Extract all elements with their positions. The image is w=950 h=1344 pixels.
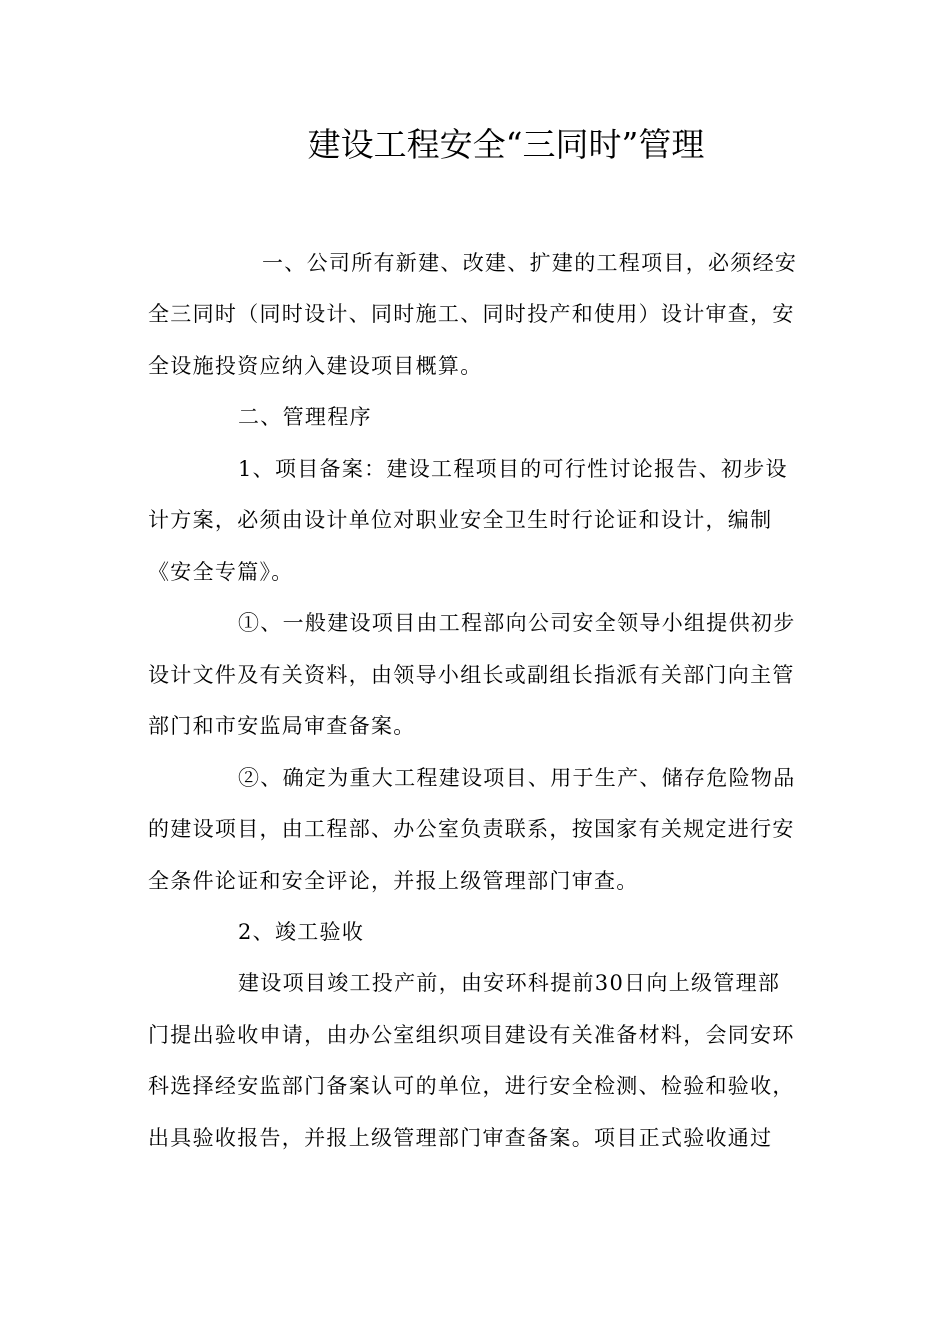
section-heading-acceptance: 2、竣工验收 — [238, 920, 365, 944]
paragraph-5-line-1: 建设项目竣工投产前，由安环科提前30日向上级管理部 — [238, 971, 781, 995]
paragraph-1-line-3: 全设施投资应纳入建设项目概算。 — [148, 354, 483, 378]
paragraph-3-line-1: ①、一般建设项目由工程部向公司安全领导小组提供初步 — [238, 611, 796, 635]
paragraph-5-line-2: 门提出验收申请，由办公室组织项目建设有关准备材料，会同安环 — [148, 1023, 795, 1047]
paragraph-1-line-2: 全三同时（同时设计、同时施工、同时投产和使用）设计审查，安 — [148, 302, 795, 326]
paragraph-4-line-2: 的建设项目，由工程部、办公室负责联系，按国家有关规定进行安 — [148, 817, 795, 841]
paragraph-4-line-1: ②、确定为重大工程建设项目、用于生产、储存危险物品 — [238, 766, 796, 790]
paragraph-5-line-4: 出具验收报告，并报上级管理部门审查备案。项目正式验收通过 — [148, 1126, 773, 1150]
paragraph-3-line-3: 部门和市安监局审查备案。 — [148, 714, 416, 738]
paragraph-1-line-1: 一、公司所有新建、改建、扩建的工程项目，必须经安 — [262, 251, 798, 275]
paragraph-2-line-3: 《安全专篇》。 — [148, 560, 294, 584]
paragraph-3-line-2: 设计文件及有关资料，由领导小组长或副组长指派有关部门向主管 — [148, 663, 795, 687]
paragraph-2-line-1: 1、项目备案：建设工程项目的可行性讨论报告、初步设 — [238, 457, 788, 481]
paragraph-2-line-2: 计方案，必须由设计单位对职业安全卫生时行论证和设计，编制 — [148, 508, 773, 532]
paragraph-4-line-3: 全条件论证和安全评论，并报上级管理部门审查。 — [148, 869, 639, 893]
document-title: 建设工程安全“三同时”管理 — [307, 125, 705, 164]
section-heading-procedure: 二、管理程序 — [238, 405, 372, 429]
paragraph-5-line-3: 科选择经安监部门备案认可的单位，进行安全检测、检验和验收， — [148, 1074, 795, 1098]
